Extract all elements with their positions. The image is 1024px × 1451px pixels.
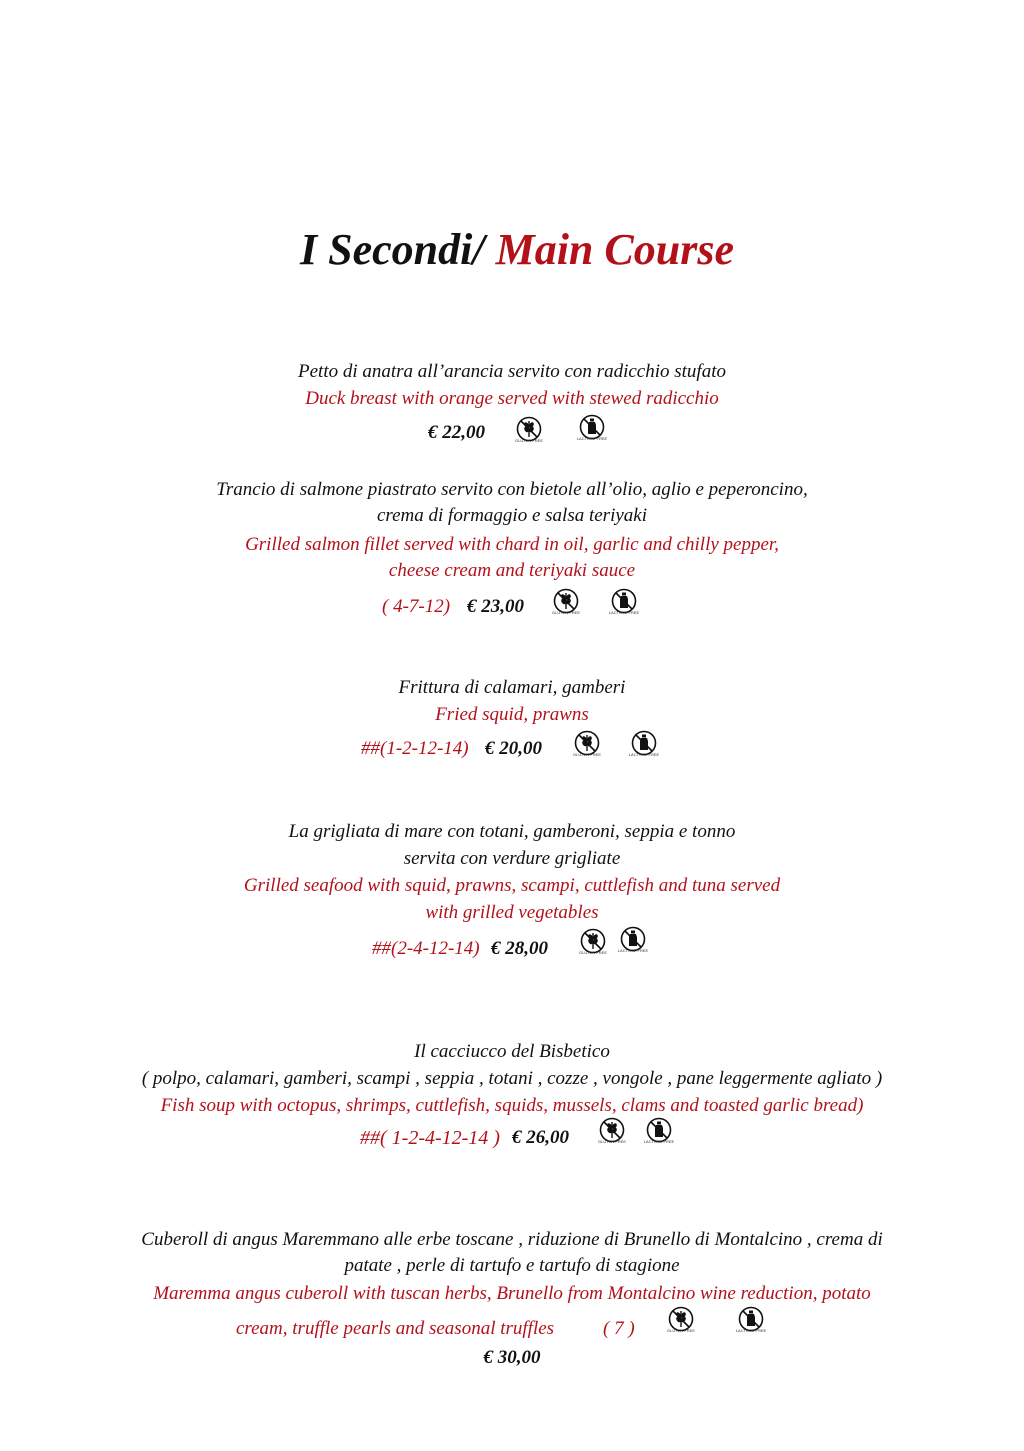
gluten-free-label: GLUTEN FREE: [514, 438, 543, 443]
dish-3-english-line-1: Fried squid, prawns: [435, 704, 589, 725]
gluten-free-icon: [580, 928, 606, 954]
dish-6-english-line-2: cream, truffle pearls and seasonal truffles: [236, 1318, 555, 1339]
dish-2-italian-line-1: Trancio di salmone piastrato servito con bietole all’olio, aglio e peperoncino,: [216, 479, 808, 500]
dish-6-english-line-1: Maremma angus cuberoll with tuscan herbs, Brunello from Montalcino wine reduction, potato: [153, 1283, 871, 1304]
dish-4-italian-line-1: La grigliata di mare con totani, gamberoni, seppia e tonno: [288, 821, 736, 842]
page-title: [0, 222, 1024, 278]
gluten-free-label: GLUTEN FREE: [666, 1328, 695, 1333]
page-title-english: Main Course: [495, 225, 734, 274]
dish-5-english-line-1: Fish soup with octopus, shrimps, cuttlefish, squids, mussels, clams and toasted garlic bread): [160, 1095, 864, 1116]
dish-6-allergens: ( 7 ): [603, 1318, 635, 1339]
lactose-free-icon: [617, 926, 649, 953]
dish-4-english-line-2: with grilled vegetables: [425, 902, 599, 923]
dish-2-price: € 23,00: [467, 596, 524, 617]
gluten-free-label: GLUTEN FREE: [578, 950, 607, 955]
dish-2-price-row: [0, 592, 1024, 626]
dish-6-price: € 30,00: [483, 1347, 541, 1368]
dish-5-italian-line-2: ( polpo, calamari, gamberi, scampi , seppia , totani , cozze , vongole , pane leggermente agliato ): [141, 1068, 883, 1089]
lactose-free-label: LACTOSE FREE: [628, 752, 660, 757]
dish-1-italian-line-1: Petto di anatra all’arancia servito con radicchio stufato: [298, 361, 726, 382]
lactose-free-label: LACTOSE FREE: [735, 1328, 767, 1333]
gluten-free-icon: [599, 1117, 625, 1143]
lactose-free-icon: [643, 1117, 675, 1144]
dish-4-english-line-1: Grilled seafood with squid, prawns, scampi, cuttlefish and tuna served: [243, 875, 781, 896]
dish-6-italian-line-2: patate , perle di tartufo e tartufo di stagione: [344, 1255, 680, 1276]
dish-6-italian-line-1: Cuberoll di angus Maremmano alle erbe toscane , riduzione di Brunello di Montalcino , crema di: [141, 1229, 883, 1250]
lactose-free-label: LACTOSE FREE: [617, 948, 649, 953]
dish-3-allergens: ##(1-2-12-14): [361, 738, 469, 759]
gluten-free-label: GLUTEN FREE: [597, 1139, 626, 1144]
gluten-free-label: GLUTEN FREE: [551, 610, 580, 615]
lactose-free-icon: [628, 730, 660, 757]
dish-5-price-row: [0, 1123, 1024, 1157]
dish-4-price-row: [0, 934, 1024, 968]
lactose-free-icon: [735, 1306, 767, 1333]
dish-5-price: € 26,00: [512, 1127, 569, 1148]
dish-2-english-line-2: cheese cream and teriyaki sauce: [388, 560, 636, 581]
lactose-free-label: LACTOSE FREE: [608, 610, 640, 615]
gluten-free-label: GLUTEN FREE: [572, 752, 601, 757]
dish-5-italian-line-1: Il cacciucco del Bisbetico: [414, 1041, 610, 1062]
dish-1-english-line-1: Duck breast with orange served with stewed radicchio: [305, 388, 719, 409]
dish-2-english-line-1: Grilled salmon fillet served with chard in oil, garlic and chilly pepper,: [245, 534, 779, 555]
dish-3-price: € 20,00: [485, 738, 542, 759]
gluten-free-icon: [574, 730, 600, 756]
dish-4-allergens: ##(2-4-12-14): [372, 938, 480, 959]
dish-1-price-row: [0, 418, 1024, 452]
dish-3-price-row: [0, 734, 1024, 768]
dish-3-italian-line-1: Frittura di calamari, gamberi: [398, 677, 626, 698]
dish-4-italian-line-2: servita con verdure grigliate: [403, 848, 621, 869]
dish-2-allergens: ( 4-7-12): [382, 596, 451, 617]
page-title-italian: I Secondi/: [300, 225, 485, 274]
lactose-free-icon: [576, 414, 608, 441]
dish-1-price: € 22,00: [428, 422, 485, 443]
dish-4-price: € 28,00: [491, 938, 548, 959]
dish-6-description-row: [0, 1314, 1024, 1348]
dish-2-italian-line-2: crema di formaggio e salsa teriyaki: [376, 505, 647, 526]
gluten-free-icon: [553, 588, 579, 614]
gluten-free-icon: [668, 1306, 694, 1332]
gluten-free-icon: [516, 416, 542, 442]
dish-5-allergens: ##( 1-2-4-12-14 ): [360, 1127, 500, 1149]
lactose-free-label: LACTOSE FREE: [643, 1139, 675, 1144]
lactose-free-icon: [608, 588, 640, 615]
lactose-free-label: LACTOSE FREE: [576, 436, 608, 441]
